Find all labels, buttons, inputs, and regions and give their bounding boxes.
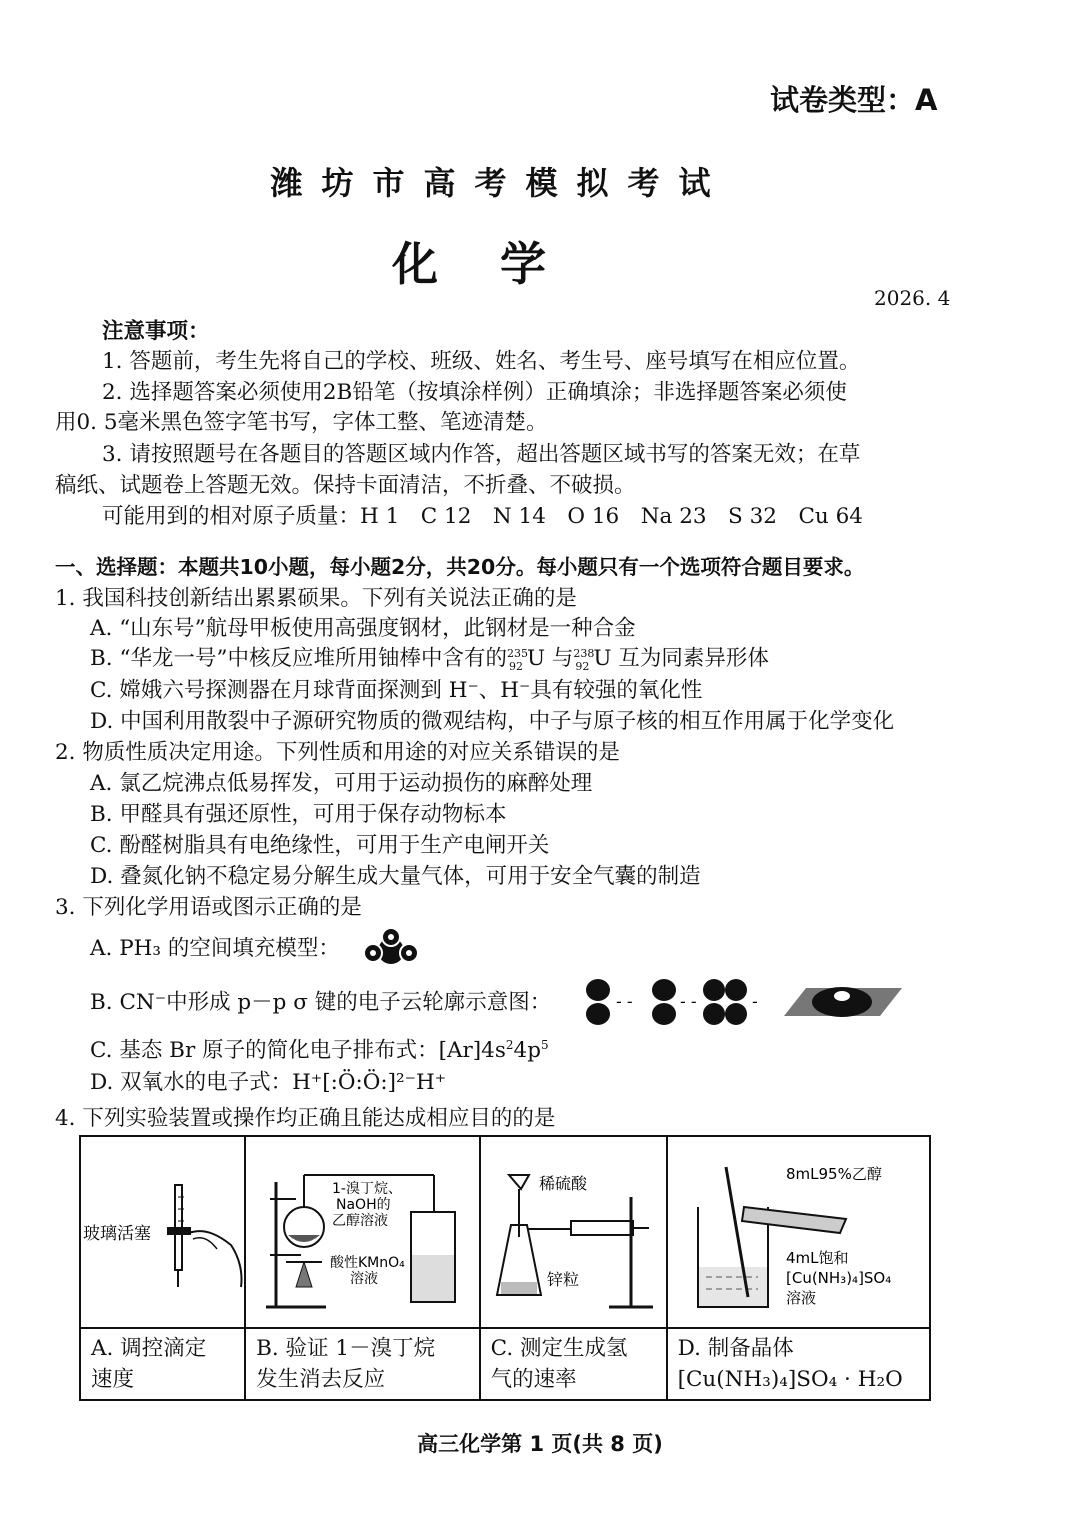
svg-text:4mL饱和: 4mL饱和 [785,1249,849,1267]
apparatus-b [245,1136,480,1328]
q3-option-d: D. 双氧水的电子式：H⁺[:Ö:Ö:]²⁻H⁺ [90,1070,447,1095]
svg-text:NaOH的: NaOH的 [336,1197,391,1213]
section-1-heading: 一、选择题：本题共10小题，每小题2分，共20分。每小题只有一个选项符合题目要求。 [55,555,865,579]
experiment-table [79,1135,931,1401]
q1-option-c: C. 嫦娥六号探测器在月球背面探测到 H⁻、H⁻具有较强的氧化性 [90,678,703,703]
q2-option-d: D. 叠氮化钠不稳定易分解生成大量气体，可用于安全气囊的制造 [90,864,701,889]
q3-stem: 3. 下列化学用语或图示正确的是 [55,895,362,920]
svg-text:8mL95%乙醇: 8mL95%乙醇 [785,1165,882,1183]
q4-option-b: B. 验证 1－溴丁烷 发生消去反应 [245,1328,480,1400]
q3-option-a: A. PH₃ 的空间填充模型： [90,936,340,961]
svg-text:- -: - - [680,992,697,1011]
label-glass-stopcock: 玻璃活塞 [83,1224,151,1244]
svg-text:溶液: 溶液 [350,1271,379,1287]
q3-option-b: B. CN⁻中形成 p－p σ 键的电子云轮廓示意图： [90,990,552,1015]
svg-text:溶液: 溶液 [785,1289,816,1307]
q2-option-a: A. 氯乙烷沸点低易挥发，可用于运动损伤的麻醉处理 [90,771,593,796]
q1-option-d: D. 中国利用散裂中子源研究物质的微观结构，中子与原子核的相互作用属于化学变化 [90,709,895,734]
q4-stem: 4. 下列实验装置或操作均正确且能达成相应目的的是 [55,1106,556,1131]
q4-option-c: C. 测定生成氢 气的速率 [480,1328,667,1400]
svg-text:酸性KMnO₄: 酸性KMnO₄ [330,1255,405,1271]
svg-text:1-溴丁烷、: 1-溴丁烷、 [332,1181,403,1197]
notice-item-3b: 稿纸、试题卷上答题无效。保持卡面清洁，不折叠、不破损。 [55,473,636,498]
q4-option-a: A. 调控滴定 速度 [80,1328,245,1400]
notice-item-2b: 用0. 5毫米黑色签字笔书写，字体工整、笔迹清楚。 [55,410,548,435]
svg-text:乙醇溶液: 乙醇溶液 [332,1213,389,1229]
svg-text:稀硫酸: 稀硫酸 [538,1174,587,1193]
paper-type: 试卷类型：A [770,83,938,117]
apparatus-d [667,1136,930,1328]
svg-text:-: - [752,992,758,1011]
ph3-space-filling-model [358,925,424,973]
notice-item-2a: 2. 选择题答案必须使用2B铅笔（按填涂样例）正确填涂；非选择题答案必须使 [102,380,847,405]
notice-item-3a: 3. 请按照题号在各题目的答题区域内作答，超出答题区域书写的答案无效；在草 [102,442,861,467]
sigma-bond-orbital-diagram [584,974,904,1030]
q2-option-c: C. 酚醛树脂具有电绝缘性，可用于生产电闸开关 [90,833,550,858]
atomic-masses: 可能用到的相对原子质量：H 1 C 12 N 14 O 16 Na 23 S 32 Cu 64 [102,504,863,529]
apparatus-a [80,1136,245,1328]
q1-option-a: A. “山东号”航母甲板使用高强度钢材，此钢材是一种合金 [90,616,636,641]
notice-item-1: 1. 答题前，考生先将自己的学校、班级、姓名、考生号、座号填写在相应位置。 [102,349,861,374]
svg-text:[Cu(NH₃)₄]SO₄: [Cu(NH₃)₄]SO₄ [785,1269,891,1287]
page-footer: 高三化学第 1 页(共 8 页) [417,1432,663,1456]
apparatus-c [480,1136,667,1328]
q1-stem: 1. 我国科技创新结出累累硕果。下列有关说法正确的是 [55,586,577,611]
q2-stem: 2. 物质性质决定用途。下列性质和用途的对应关系错误的是 [55,740,620,765]
q1-option-b: B. “华龙一号”中核反应堆所用铀棒中含有的 235 92 U 与 238 92 U 互为同素异形体 [90,646,769,673]
notice-heading: 注意事项： [102,319,210,344]
svg-text:锌粒: 锌粒 [546,1270,579,1289]
q2-option-b: B. 甲醛具有强还原性，可用于保存动物标本 [90,802,507,827]
exam-date: 2026. 4 [874,286,951,310]
q3-option-c: C. 基态 Br 原子的简化电子排布式：$[Ar]4s^24p^5$ [90,1037,549,1063]
exam-title: 潍坊市高考模拟考试 [270,164,730,202]
subject-title: 化学 [392,237,608,291]
isotope-u235: 235 92 [506,647,528,673]
q4-option-d: D. 制备晶体 [Cu(NH₃)₄]SO₄ · H₂O [667,1328,930,1400]
isotope-u238: 238 92 [573,647,595,673]
svg-text:- -: - - [616,992,633,1011]
